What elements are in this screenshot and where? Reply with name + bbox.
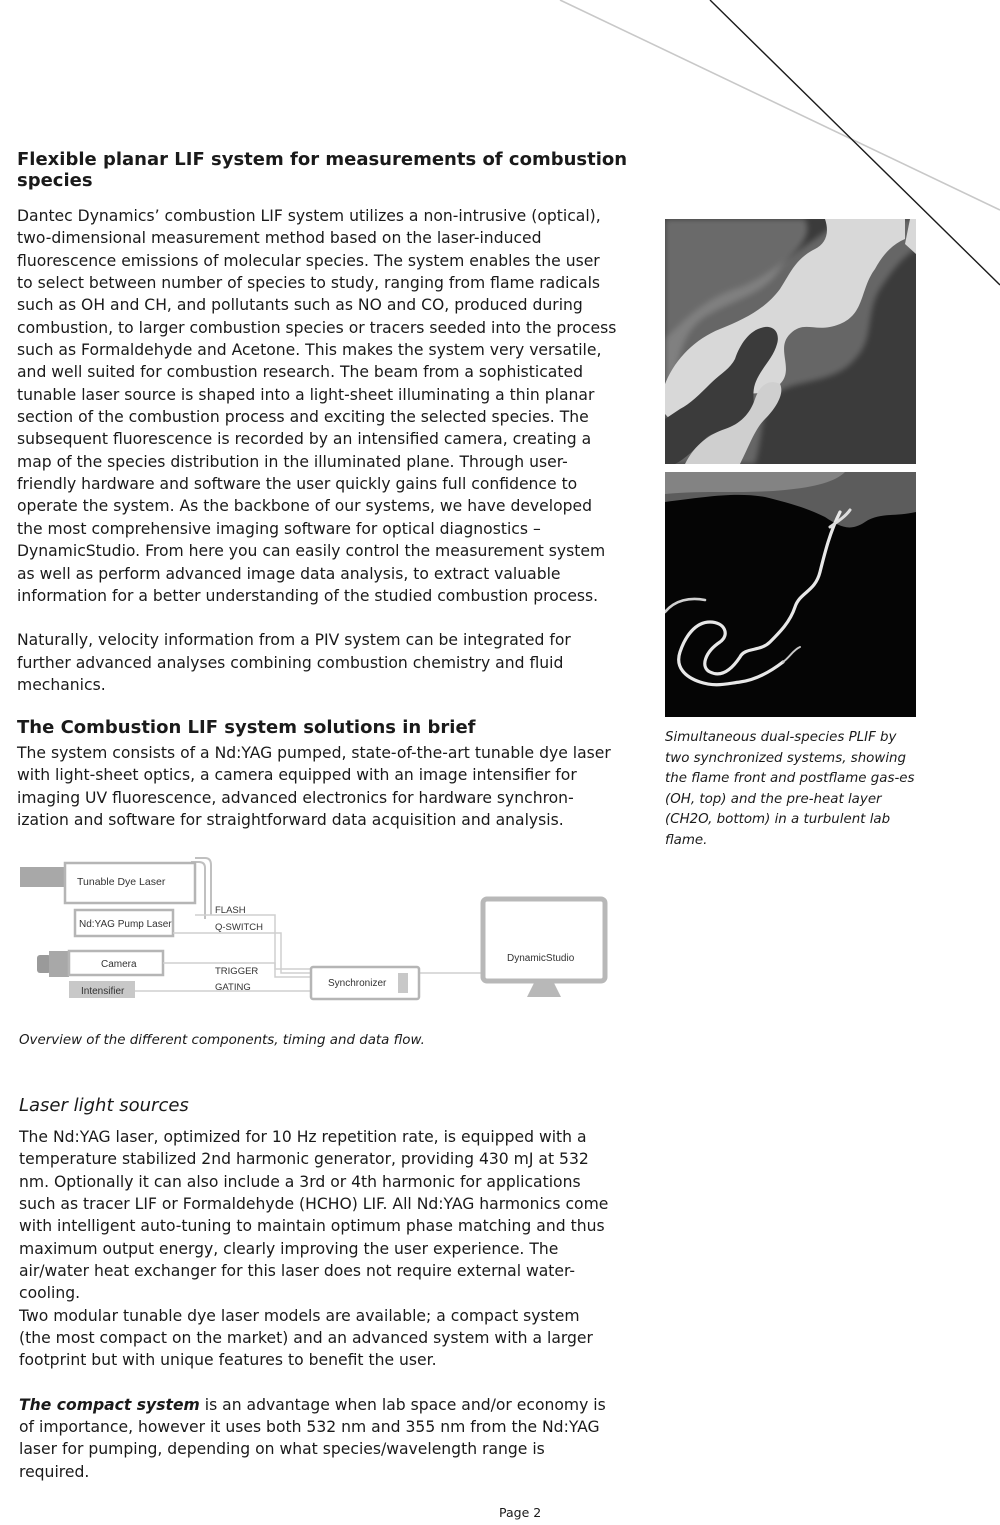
diagram-caption: Overview of the different components, timing and data flow.	[19, 1033, 425, 1048]
intro-text	[17, 205, 617, 696]
section-heading-flexible-lif: Flexible planar LIF system for measurements of combustion species	[17, 149, 628, 191]
section-heading-solutions-brief: The Combustion LIF system solutions in brief	[17, 717, 476, 738]
intro-paragraph-2: Naturally, velocity information from a PIV system can be integrated for further advanced analyses combining combustion chemistry and fluid mechanics.	[17, 631, 571, 694]
monitor-block	[483, 899, 605, 997]
ch2o-plif-image	[665, 472, 916, 717]
laser-sources-heading: Laser light sources	[19, 1095, 189, 1116]
tunable-dye-laser-label: Tunable Dye Laser	[77, 876, 166, 888]
gating-label: GATING	[215, 982, 251, 993]
oh-plif-image	[665, 219, 916, 464]
page-number: Page 2	[499, 1505, 542, 1520]
qswitch-label: Q-SWITCH	[215, 922, 264, 933]
synchronizer-block	[311, 967, 419, 999]
ndyag-pump-laser-label: Nd:YAG Pump Laser	[79, 919, 172, 930]
brief-paragraph: The system consists of a Nd:YAG pumped, state-of-the-art tunable dye laser with light-sheet optics, a camera equipped with an image intensifier for imaging UV fluorescence, advanced electronics for hardware synchron-ization and software for straightforward data acquisition and analysis.	[17, 744, 611, 830]
synchronizer-label: Synchronizer	[328, 978, 387, 989]
laser-sources-text	[19, 1126, 609, 1483]
image-caption: Simultaneous dual-species PLIF by two synchronized systems, showing the flame front and postflame gas-es (OH, top) and the pre-heat layer (CH2O, bottom) in a turbulent lab flame.	[665, 730, 915, 848]
system-diagram	[15, 855, 615, 1010]
compact-system-paragraph	[19, 1394, 609, 1483]
flash-label: FLASH	[215, 905, 246, 916]
pump-laser-block	[75, 910, 173, 936]
camera-label: Camera	[101, 959, 137, 970]
laser-paragraph-1: The Nd:YAG laser, optimized for 10 Hz repetition rate, is equipped with a temperature stabilized 2nd harmonic generator, providing 430 mJ at 532 nm. Optionally it can also include a 3rd or 4th harmonic for applications such as tracer LIF or Formaldehyde (HCHO) LIF. All Nd:YAG harmonics come with intelligent auto-tuning to maintain optimum phase matching and thus maximum output energy, clearly improving the user experience. The air/water heat exchanger for this laser does not require external water-cooling.	[19, 1128, 609, 1303]
laser-paragraph-2: Two modular tunable dye laser models are available; a compact system (the most compact on the market) and an advanced system with a larger footprint but with unique features to benefit the user.	[19, 1306, 593, 1370]
compact-system-label: The compact system	[19, 1395, 200, 1414]
intensifier-label: Intensifier	[81, 986, 125, 997]
trigger-label: TRIGGER	[215, 966, 259, 977]
compact-system-text: is an advantage when lab space and/or economy is of importance, however it uses both 532 nm and 355 nm from the Nd:YAG laser for pumping, depending on what species/wavelength range is required.	[19, 1395, 606, 1481]
intro-paragraph-1: Dantec Dynamics’ combustion LIF system utilizes a non-intrusive (optical), two-dimensional measurement method based on the laser-induced fluorescence emissions of molecular species. The system enables the user to select between number of species to study, ranging from flame radicals such as OH and CH, and pollutants such as NO and CO, produced during combustion, to larger combustion species or tracers seeded into the process such as Formaldehyde and Acetone. This makes the system very versatile, and well suited for combustion research. The beam from a sophisticated tunable laser source is shaped into a light-sheet illuminating a thin planar section of the combustion process and exciting the selected species. The subsequent fluorescence is recorded by an intensified camera, creating a map of the species distribution in the illuminated plane. Through user-friendly hardware and software the user quickly gains full confidence to operate the system. As the backbone of our systems, we have developed the most comprehensive imaging software for optical diagnostics – DynamicStudio. From here you can easily control the measurement system as well as perform advanced image data analysis, to extract valuable information for a better understanding of the studied combustion process.	[17, 207, 617, 605]
dynamicstudio-label: DynamicStudio	[507, 953, 575, 964]
